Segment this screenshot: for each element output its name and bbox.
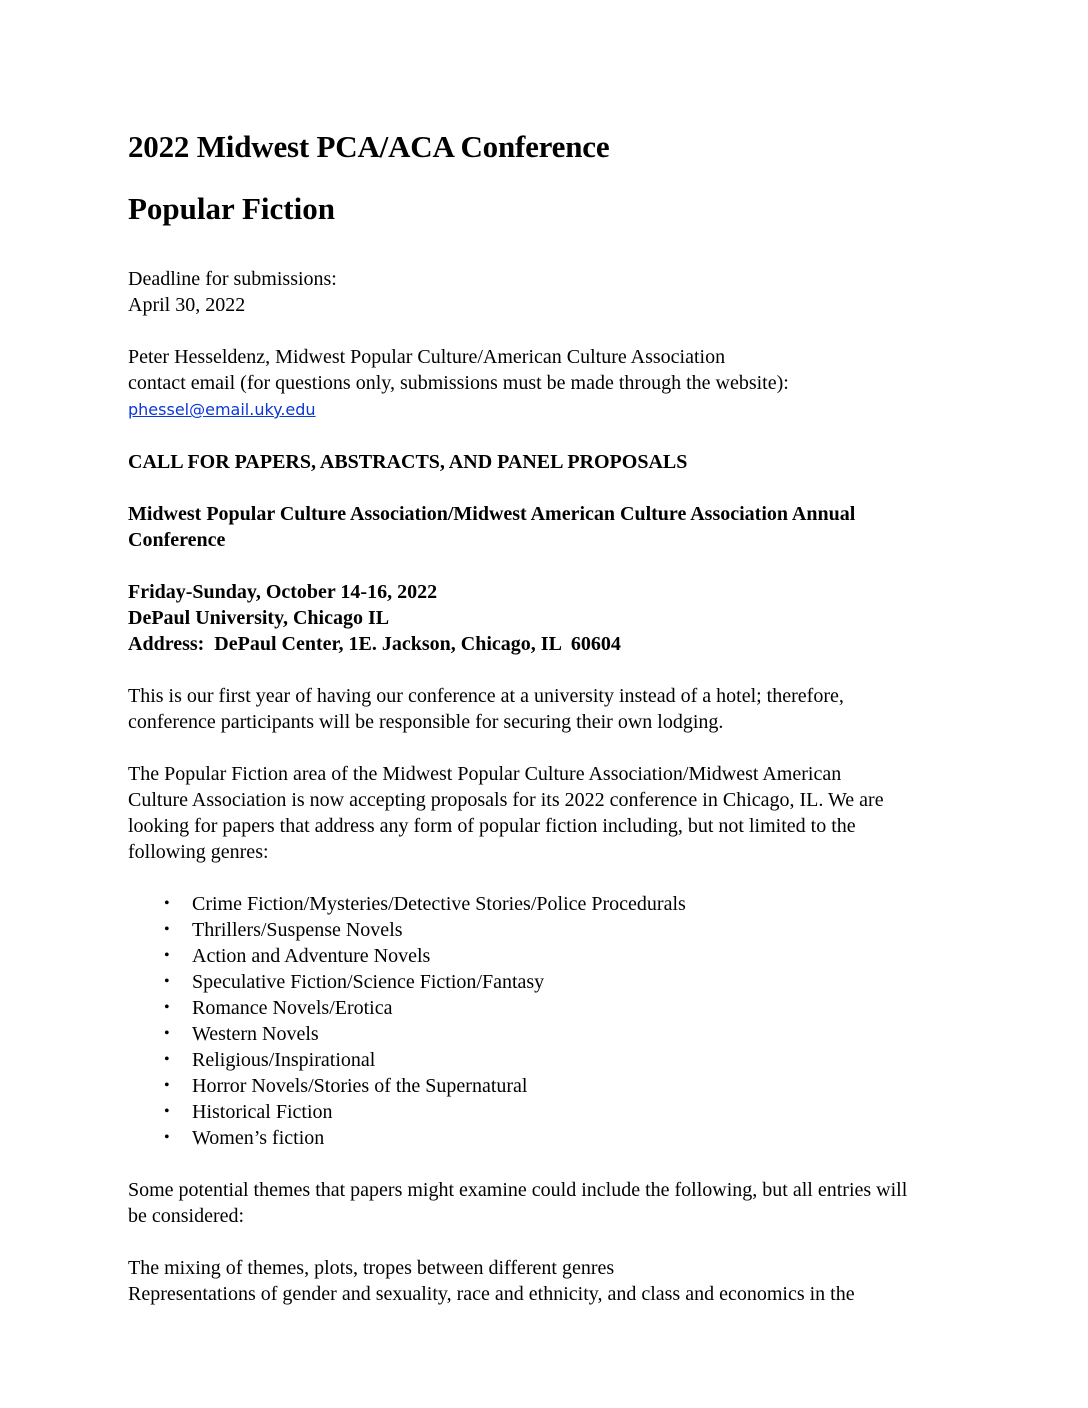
bullet-icon: • bbox=[164, 973, 170, 990]
association-line-2: Conference bbox=[128, 529, 226, 551]
contact-block bbox=[128, 344, 978, 423]
list-item bbox=[128, 969, 978, 995]
paragraph-line: Some potential themes that papers might examine could include the following, but all entries will bbox=[128, 1179, 908, 1201]
lodging-paragraph bbox=[128, 683, 978, 735]
bullet-icon: • bbox=[164, 921, 170, 938]
paragraph-line: following genres: bbox=[128, 841, 269, 863]
genre-label: Horror Novels/Stories of the Supernatural bbox=[192, 1075, 528, 1097]
paragraph-line: The Popular Fiction area of the Midwest Popular Culture Association/Midwest American bbox=[128, 763, 842, 785]
bullet-icon: • bbox=[164, 1129, 170, 1146]
genre-label: Thrillers/Suspense Novels bbox=[192, 919, 403, 941]
list-item bbox=[128, 917, 978, 943]
list-item bbox=[128, 995, 978, 1021]
list-item bbox=[128, 891, 978, 917]
paragraph-line: be considered: bbox=[128, 1205, 245, 1227]
paragraph-line: Culture Association is now accepting proposals for its 2022 conference in Chicago, IL. We are bbox=[128, 789, 884, 811]
bullet-icon: • bbox=[164, 1103, 170, 1120]
page-title: 2022 Midwest PCA/ACA Conference bbox=[128, 129, 610, 164]
bullet-icon: • bbox=[164, 1051, 170, 1068]
event-address: Address: DePaul Center, 1E. Jackson, Chicago, IL 60604 bbox=[128, 633, 621, 655]
contact-email-note: contact email (for questions only, submissions must be made through the website): bbox=[128, 372, 789, 394]
association-line-1: Midwest Popular Culture Association/Midwest American Culture Association Annual bbox=[128, 503, 856, 525]
deadline-label: Deadline for submissions: bbox=[128, 268, 337, 290]
intro-paragraph bbox=[128, 761, 978, 865]
paragraph-line: looking for papers that address any form of popular fiction including, but not limited to the bbox=[128, 815, 856, 837]
paragraph-line: This is our first year of having our conference at a university instead of a hotel; therefore, bbox=[128, 685, 844, 707]
list-item bbox=[128, 1099, 978, 1125]
event-venue: DePaul University, Chicago IL bbox=[128, 607, 390, 629]
themes-list bbox=[128, 1255, 978, 1307]
contact-email-link[interactable]: phessel@email.uky.edu bbox=[128, 400, 316, 419]
themes-intro-paragraph bbox=[128, 1177, 978, 1229]
genre-label: Historical Fiction bbox=[192, 1101, 333, 1123]
list-item bbox=[128, 1021, 978, 1047]
document-content bbox=[128, 126, 978, 1307]
deadline-date: April 30, 2022 bbox=[128, 294, 246, 316]
genre-label: Crime Fiction/Mysteries/Detective Stories/Police Procedurals bbox=[192, 893, 686, 915]
list-item bbox=[128, 1125, 978, 1151]
bullet-icon: • bbox=[164, 895, 170, 912]
list-item bbox=[128, 1047, 978, 1073]
bullet-icon: • bbox=[164, 1077, 170, 1094]
contact-name: Peter Hesseldenz, Midwest Popular Culture/American Culture Association bbox=[128, 346, 726, 368]
list-item bbox=[128, 943, 978, 969]
genre-label: Women’s fiction bbox=[192, 1127, 325, 1149]
theme-item: Representations of gender and sexuality, race and ethnicity, and class and economics in the bbox=[128, 1283, 855, 1305]
event-dates: Friday-Sunday, October 14-16, 2022 bbox=[128, 581, 438, 603]
genre-label: Religious/Inspirational bbox=[192, 1049, 376, 1071]
event-details bbox=[128, 579, 978, 657]
deadline-block bbox=[128, 266, 978, 318]
paragraph-line: conference participants will be responsible for securing their own lodging. bbox=[128, 711, 724, 733]
bullet-icon: • bbox=[164, 947, 170, 964]
theme-item: The mixing of themes, plots, tropes between different genres bbox=[128, 1257, 615, 1279]
page-subtitle: Popular Fiction bbox=[128, 191, 335, 226]
list-item bbox=[128, 1073, 978, 1099]
genre-label: Western Novels bbox=[192, 1023, 319, 1045]
cfp-heading: CALL FOR PAPERS, ABSTRACTS, AND PANEL PROPOSALS bbox=[128, 451, 688, 473]
genre-label: Romance Novels/Erotica bbox=[192, 997, 393, 1019]
genre-label: Speculative Fiction/Science Fiction/Fantasy bbox=[192, 971, 545, 993]
genre-label: Action and Adventure Novels bbox=[192, 945, 431, 967]
bullet-icon: • bbox=[164, 1025, 170, 1042]
genre-list bbox=[128, 891, 978, 1151]
bullet-icon: • bbox=[164, 999, 170, 1016]
association-heading bbox=[128, 501, 978, 553]
